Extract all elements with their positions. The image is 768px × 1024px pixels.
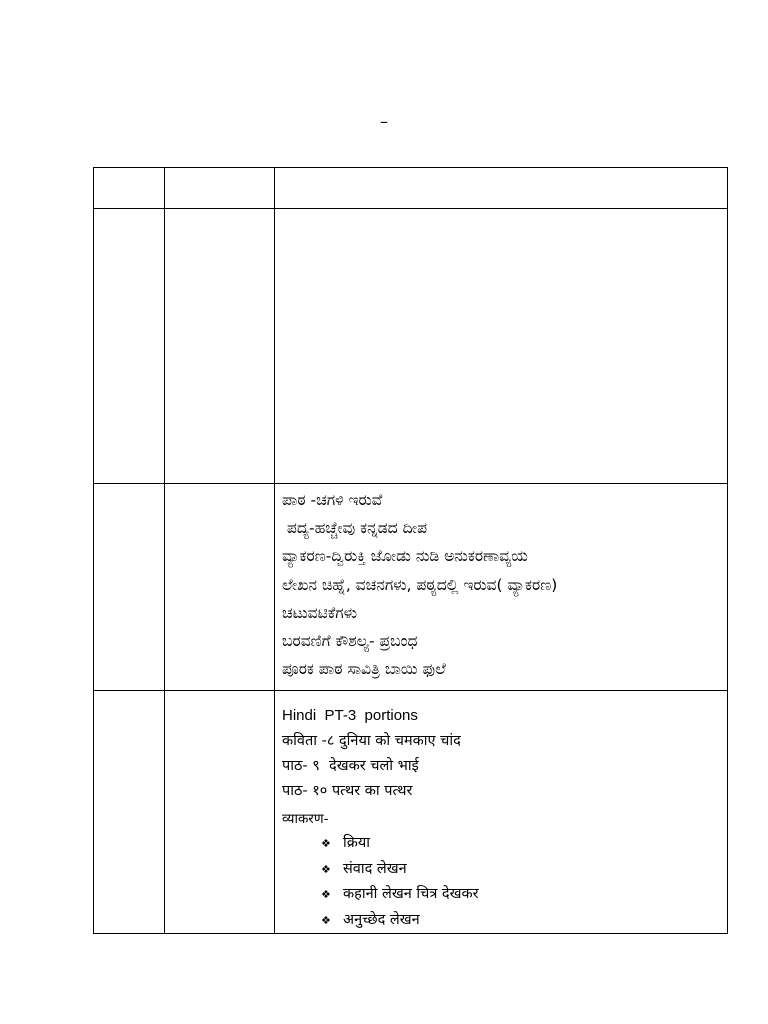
kannada-line: ಚಟುವಟಿಕೆಗಳು [282, 603, 358, 622]
kannada-line: ಪೂರಕ ಪಾಠ ಸಾವಿತ್ರಿ ಬಾಯಿ ಫುಲೆ [282, 660, 446, 679]
table-cell [275, 168, 728, 209]
syllabus-table [93, 167, 728, 934]
diamond-bullet-icon: ❖ [321, 888, 331, 901]
table-cell [94, 209, 165, 484]
diamond-bullet-icon: ❖ [321, 862, 331, 876]
grammar-item: अनुच्छेद लेखन [343, 911, 420, 928]
hindi-line: पाठ- ९ देखकर चलो भाई [282, 758, 419, 774]
list-item [321, 831, 727, 857]
kannada-portions-cell [275, 484, 728, 691]
table-cell [165, 691, 275, 934]
kannada-line: ಲೇಖನ ಚಿಹ್ನೆ, ವಚನಗಳು, ಪಠ್ಯದಲ್ಲಿ ಇರುವ( ವ್ಯಾಕರಣ) [282, 575, 558, 594]
kannada-line: ಬರವಣಿಗೆ ಕೌಶಲ್ಯ- ಪ್ರಬಂಧ [282, 632, 418, 651]
grammar-item: क्रिया [343, 835, 371, 851]
table-cell [165, 484, 275, 691]
table-cell [94, 691, 165, 934]
kannada-line: ಪದ್ಯ-ಹಚ್ಚೇವು ಕನ್ನಡದ ದೀಪ [282, 519, 428, 538]
table-cell [94, 168, 165, 209]
table-row-hindi [94, 691, 728, 934]
hindi-portions-cell [275, 691, 728, 934]
diamond-bullet-icon: ❖ [321, 913, 331, 927]
grammar-item: कहानी लेखन चित्र देखकर [343, 886, 479, 902]
table-header-row [94, 168, 728, 209]
grammar-item: संवाद लेखन [343, 860, 407, 877]
list-item [321, 882, 727, 908]
hindi-title: Hindi PT-3 portions [282, 707, 418, 724]
hindi-line: पाठ- १० पत्थर का पत्थर [282, 783, 413, 799]
hindi-line: कविता -८ दुनिया को चमकाए चांद [282, 733, 461, 749]
list-item [321, 857, 727, 883]
table-row [94, 209, 728, 484]
table-cell [275, 209, 728, 484]
header-dash: – [380, 112, 388, 131]
grammar-label: व्याकरण- [282, 811, 329, 827]
diamond-bullet-icon: ❖ [321, 837, 331, 850]
table-cell [165, 209, 275, 484]
kannada-line: ಪಾಠ -ಚಗಳಿ ಇರುವೆ [282, 491, 383, 509]
table-cell [165, 168, 275, 209]
table-cell [94, 484, 165, 691]
grammar-list [282, 831, 727, 933]
kannada-line: ವ್ಯಾಕರಣ-ದ್ವಿರುಕ್ತಿ ಜೋಡು ನುಡಿ ಅನುಕರಣಾವ್ಯಯ [282, 547, 528, 566]
list-item [321, 908, 727, 934]
table-row-kannada [94, 484, 728, 691]
